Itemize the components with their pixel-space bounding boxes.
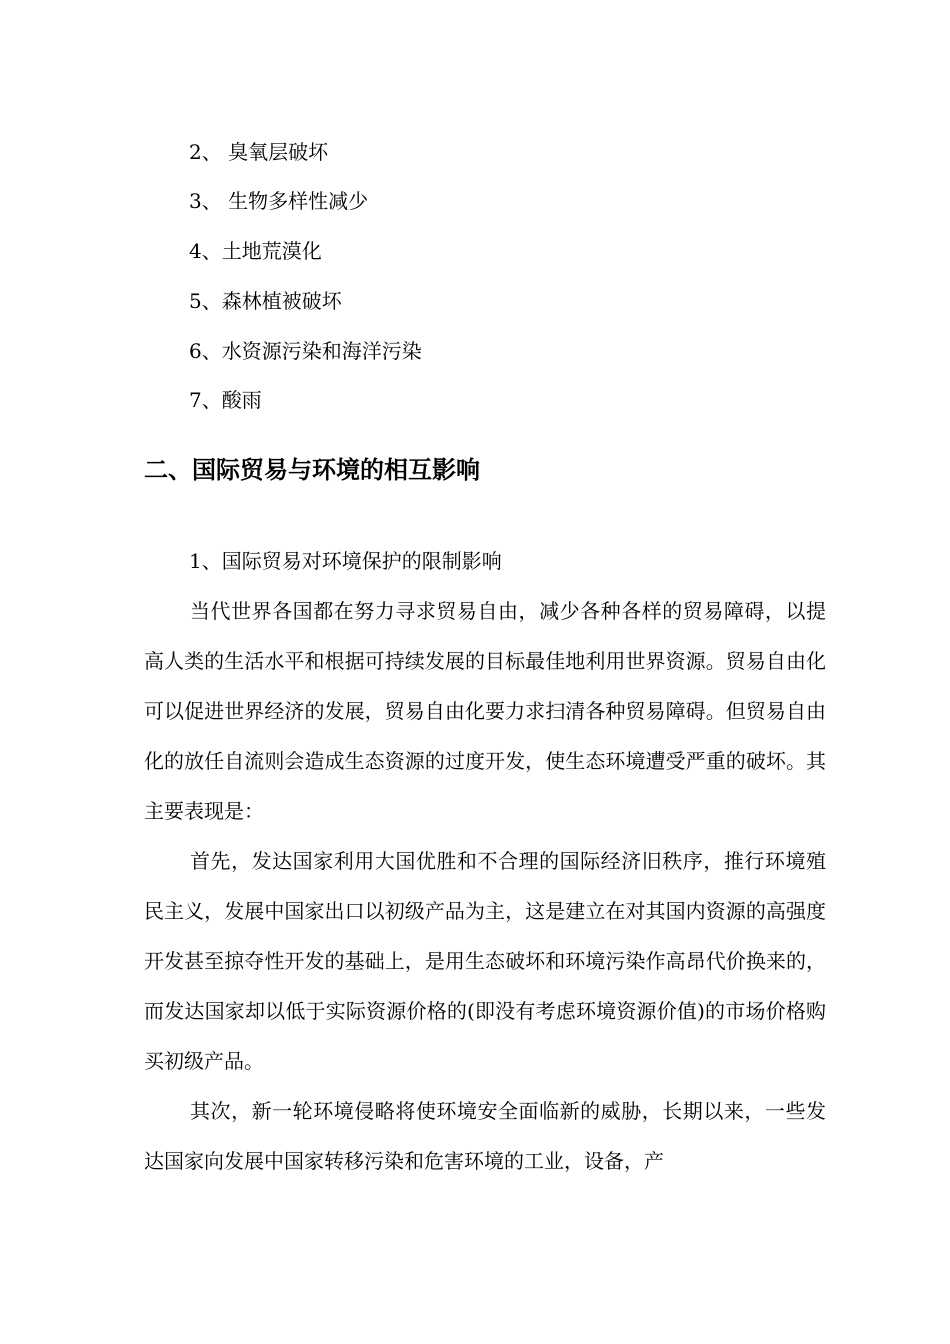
paragraph: 首先，发达国家利用大国优胜和不合理的国际经济旧秩序，推行环境殖民主义，发展中国家出口以初级产品为主，这是建立在对其国内资源的高强度开发甚至掠夺性开发的基础上，是用生态破坏和环境污染作高昂代价换来的，而发达国家却以低于实际资源价格的(即没有考虑环境资源价值)的市场价格购买初级产品。 (144, 849, 826, 1073)
list-item: 4、土地荒漠化 (189, 239, 322, 263)
list-item: 6、水资源污染和海洋污染 (189, 339, 422, 363)
section-heading: 二、国际贸易与环境的相互影响 (144, 456, 480, 484)
list-item: 5、森林植被破坏 (189, 289, 342, 313)
list-item: 7、酸雨 (189, 388, 262, 412)
paragraph: 当代世界各国都在努力寻求贸易自由，减少各种各样的贸易障碍，以提高人类的生活水平和根据可持续发展的目标最佳地利用世界资源。贸易自由化可以促进世界经济的发展，贸易自由化要力求扫清各种贸易障碍。但贸易自由化的放任自流则会造成生态资源的过度开发，使生态环境遭受严重的破坏。其主要表现是： (144, 599, 826, 823)
paragraph: 其次，新一轮环境侵略将使环境安全面临新的威胁，长期以来，一些发达国家向发展中国家转移污染和危害环境的工业，设备，产 (144, 1099, 826, 1173)
list-item: 3、 生物多样性减少 (189, 189, 369, 213)
subsection-heading: 1、国际贸易对环境保护的限制影响 (189, 549, 502, 573)
list-item: 2、 臭氧层破坏 (189, 140, 329, 164)
